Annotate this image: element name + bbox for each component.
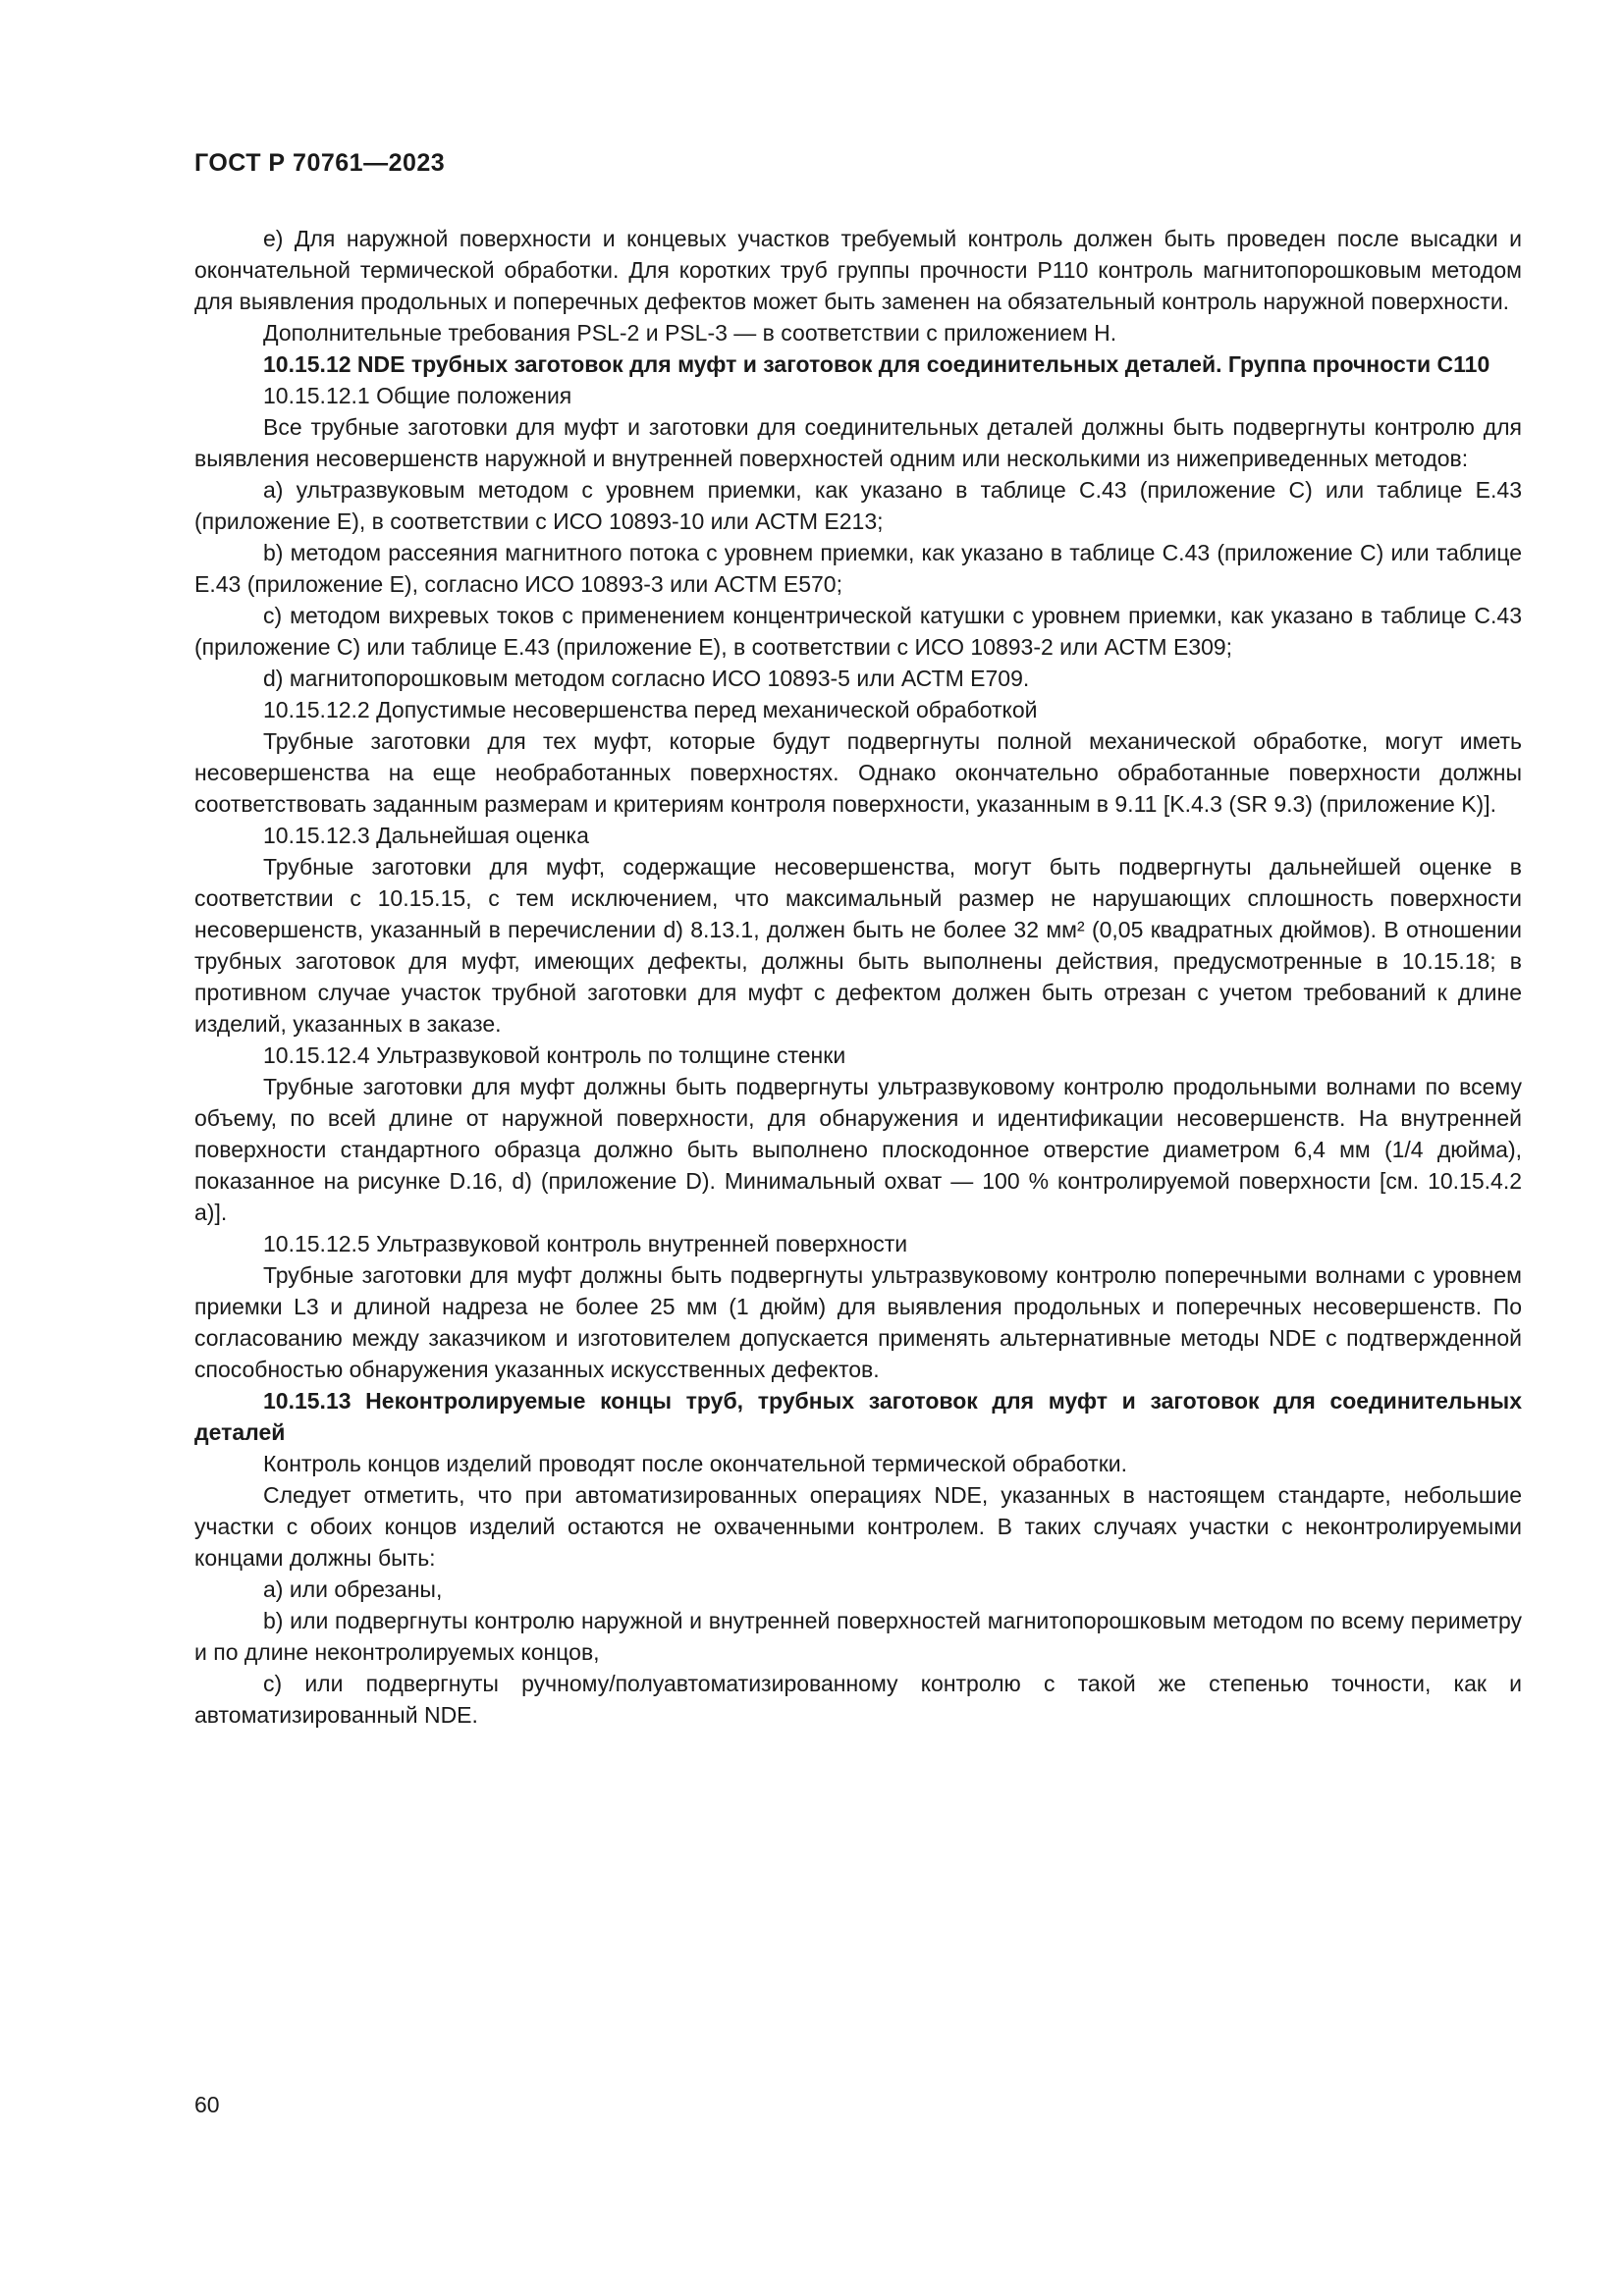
paragraph: 10.15.12.4 Ультразвуковой контроль по толщине стенки <box>263 1042 846 1068</box>
paragraph: Дополнительные требования PSL-2 и PSL-3 — в соответствии с приложением H. <box>263 320 1117 346</box>
paragraph: c) методом вихревых токов с применением концентрической катушки с уровнем приемки, как указано в таблице C.43 (приложение C) или таблице E.43 (приложение E), в соответствии с ИСО 10893-2 или АСТМ E309; <box>194 603 1522 660</box>
paragraph: b) или подвергнуты контролю наружной и внутренней поверхностей магнитопорошковым методом по всему периметру и по длине неконтролируемых концов, <box>194 1608 1522 1665</box>
paragraph: Контроль концов изделий проводят после окончательной термической обработки. <box>263 1451 1127 1476</box>
paragraph: 10.15.12.5 Ультразвуковой контроль внутренней поверхности <box>263 1231 908 1256</box>
paragraph: Все трубные заготовки для муфт и заготовки для соединительных деталей должны быть подвергнуты контролю для выявления несовершенств наружной и внутренней поверхностей одним или несколькими из нижеприведенных методов: <box>194 414 1522 471</box>
document-body <box>194 223 1522 1731</box>
paragraph: c) или подвергнуты ручному/полуавтоматизированному контролю с такой же степенью точности, как и автоматизированный NDE. <box>194 1671 1522 1728</box>
paragraph: a) или обрезаны, <box>263 1576 443 1602</box>
paragraph: 10.15.12.3 Дальнейшая оценка <box>263 823 589 848</box>
paragraph: a) ультразвуковым методом с уровнем приемки, как указано в таблице C.43 (приложение C) или таблице E.43 (приложение E), в соответствии с ИСО 10893-10 или АСТМ E213; <box>194 477 1522 534</box>
section-heading: 10.15.12 NDE трубных заготовок для муфт и заготовок для соединительных деталей. Группа прочности C110 <box>263 351 1490 377</box>
paragraph: Трубные заготовки для муфт, содержащие несовершенства, могут быть подвергнуты дальнейшей оценке в соответствии с 10.15.15, с тем исключением, что максимальный размер не нарушающих сплошность поверхности несовершенств, указанный в перечислении d) 8.13.1, должен быть не более 32 мм² (0,05 квадратных дюймов). В отношении трубных заготовок для муфт, имеющих дефекты, должны быть выполнены действия, предусмотренные в 10.15.18; в противном случае участок трубной заготовки для муфт с дефектом должен быть отрезан с учетом требований к длине изделий, указанных в заказе. <box>194 854 1522 1037</box>
paragraph: Следует отметить, что при автоматизированных операциях NDE, указанных в настоящем стандарте, небольшие участки с обоих концов изделий остаются не охваченными контролем. В таких случаях участки с неконтролируемыми концами должны быть: <box>194 1482 1522 1571</box>
paragraph: 10.15.12.2 Допустимые несовершенства перед механической обработкой <box>263 697 1038 722</box>
section-heading: 10.15.13 Неконтролируемые концы труб, трубных заготовок для муфт и заготовок для соединительных деталей <box>194 1388 1522 1445</box>
document-header: ГОСТ Р 70761—2023 <box>194 149 446 177</box>
paragraph: Трубные заготовки для тех муфт, которые будут подвергнуты полной механической обработке, могут иметь несовершенства на еще необработанных поверхностях. Однако окончательно обработанные поверхности должны соответствовать заданным размерам и критериям контроля поверхности, указанным в 9.11 [K.4.3 (SR 9.3) (приложение K)]. <box>194 728 1522 817</box>
paragraph: b) методом рассеяния магнитного потока с уровнем приемки, как указано в таблице C.43 (приложение C) или таблице E.43 (приложение E), согласно ИСО 10893-3 или АСТМ E570; <box>194 540 1522 597</box>
paragraph: Трубные заготовки для муфт должны быть подвергнуты ультразвуковому контролю поперечными волнами с уровнем приемки L3 и длиной надреза не более 25 мм (1 дюйм) для выявления продольных и поперечных несовершенств. По согласованию между заказчиком и изготовителем допускается применять альтернативные методы NDE с подтвержденной способностью обнаружения указанных искусственных дефектов. <box>194 1262 1522 1382</box>
paragraph: e) Для наружной поверхности и концевых участков требуемый контроль должен быть проведен после высадки и окончательной термической обработки. Для коротких труб группы прочности P110 контроль магнитопорошковым методом для выявления продольных и поперечных дефектов может быть заменен на обязательный контроль наружной поверхности. <box>194 226 1522 314</box>
page-number: 60 <box>194 2092 220 2117</box>
paragraph: 10.15.12.1 Общие положения <box>263 383 572 408</box>
paragraph: d) магнитопорошковым методом согласно ИСО 10893-5 или АСТМ E709. <box>263 666 1030 691</box>
paragraph: Трубные заготовки для муфт должны быть подвергнуты ультразвуковому контролю продольными волнами по всему объему, по всей длине от наружной поверхности, для обнаружения и идентификации несовершенств. На внутренней поверхности стандартного образца должно быть выполнено плоскодонное отверстие диаметром 6,4 мм (1/4 дюйма), показанное на рисунке D.16, d) (приложение D). Минимальный охват — 100 % контролируемой поверхности [см. 10.15.4.2 a)]. <box>194 1074 1522 1225</box>
